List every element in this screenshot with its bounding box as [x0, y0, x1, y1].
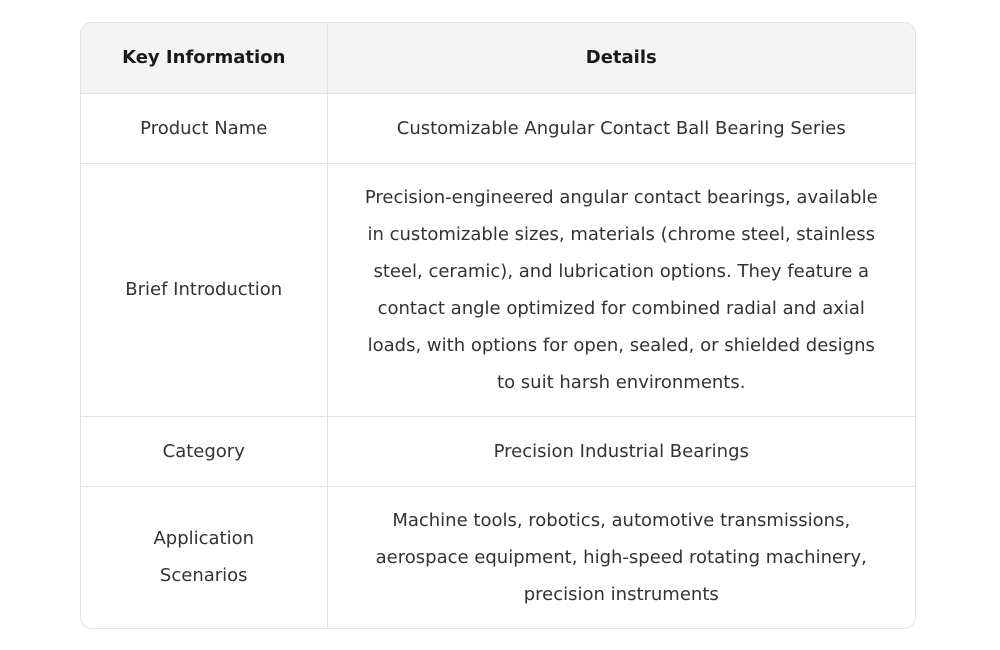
info-table-container — [80, 22, 916, 629]
table-row — [81, 486, 915, 628]
info-table — [81, 23, 915, 628]
value-cell-brief-introduction: Precision-engineered angular contact bearings, available in customizable sizes, materials (chrome steel, stainless steel, ceramic), and lubrication options. They feature a contact angle optimized for combined radial and axial loads, with options for open, sealed, or shielded designs to suit harsh environments. — [327, 163, 915, 416]
table-row — [81, 416, 915, 486]
key-cell-application-scenarios: Application Scenarios — [81, 486, 327, 628]
value-cell-category: Precision Industrial Bearings — [327, 416, 915, 486]
table-row — [81, 163, 915, 416]
key-cell-brief-introduction: Brief Introduction — [81, 163, 327, 416]
value-cell-application-scenarios: Machine tools, robotics, automotive transmissions, aerospace equipment, high-speed rotating machinery, precision instruments — [327, 486, 915, 628]
header-key-information: Key Information — [81, 23, 327, 93]
header-details: Details — [327, 23, 915, 93]
table-body — [81, 93, 915, 628]
key-cell-product-name: Product Name — [81, 93, 327, 163]
table-header — [81, 23, 915, 93]
value-cell-product-name: Customizable Angular Contact Ball Bearing Series — [327, 93, 915, 163]
key-cell-category: Category — [81, 416, 327, 486]
header-row — [81, 23, 915, 93]
table-row — [81, 93, 915, 163]
